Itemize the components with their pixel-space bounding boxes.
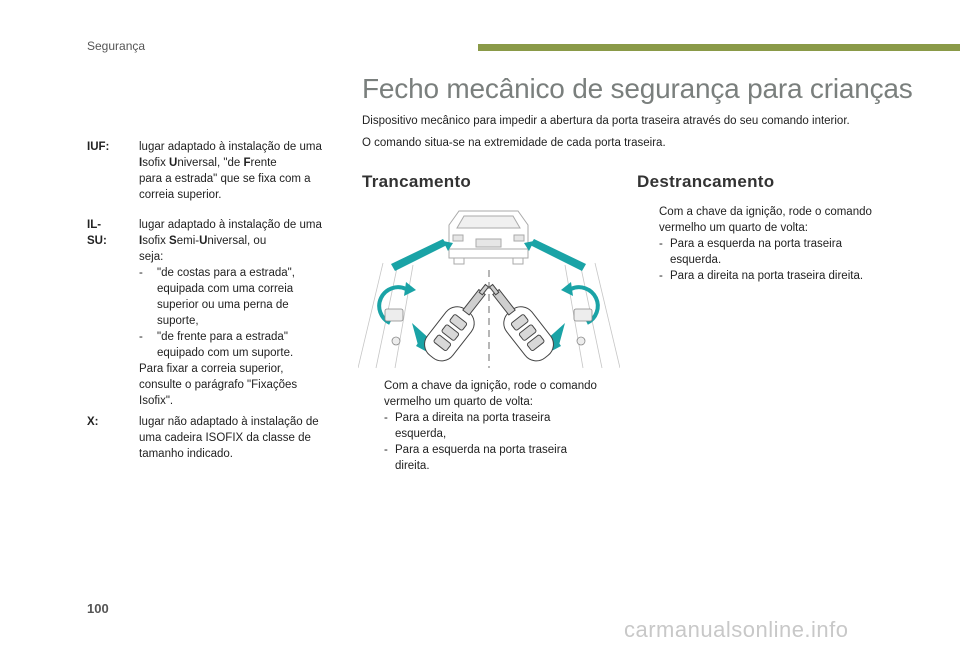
page-number: 100 bbox=[87, 601, 109, 616]
header-bar bbox=[478, 44, 960, 51]
dash-item: - "de costas para a estrada", equipada com uma correia superior ou uma perna de suporte, bbox=[139, 267, 295, 327]
intro-line: Dispositivo mecânico para impedir a abertura da porta traseira através do seu comando interior. bbox=[362, 115, 850, 127]
car-rear-icon bbox=[449, 211, 528, 264]
definition-line: lugar adaptado à instalação de uma bbox=[139, 219, 322, 231]
definition-line: lugar não adaptado à instalação de bbox=[139, 416, 319, 428]
dash-item: - "de frente para a estrada" equipado com um suporte. bbox=[139, 331, 294, 359]
page-title: Fecho mecânico de segurança para crianças bbox=[362, 73, 913, 104]
definition-line: Isofix Universal, "de Frente bbox=[139, 157, 277, 169]
intro-line: O comando situa-se na extremidade de cada porta traseira. bbox=[362, 137, 666, 149]
definition-line: seja: bbox=[139, 251, 164, 263]
definition-line: para a estrada" que se fixa com a bbox=[139, 173, 311, 185]
rotation-arrow-icon bbox=[379, 287, 598, 323]
heading-lock: Trancamento bbox=[362, 172, 472, 191]
unlock-step: Com a chave da ignição, rode o comando vermelho um quarto de volta: - Para a esquerda na porta traseira esquerda. - Para a direita na porta traseira direita. bbox=[637, 204, 907, 284]
definition-line: consulte o parágrafo "Fixações bbox=[139, 379, 298, 391]
dash-item: - Para a direita na porta traseira esquerda, bbox=[384, 412, 551, 440]
definition-term: IL-SU: bbox=[87, 219, 107, 247]
dash-item: - Para a direita na porta traseira direita. bbox=[659, 270, 864, 282]
definition-term: X: bbox=[87, 416, 99, 428]
definition-line: uma cadeira ISOFIX da classe de bbox=[139, 432, 311, 444]
lock-step: Com a chave da ignição, rode o comando vermelho um quarto de volta: - Para a direita na porta traseira esquerda, - Para a esquerda na porta traseira direita. bbox=[362, 378, 622, 474]
definition-term: IUF: bbox=[87, 141, 110, 153]
definition-line: Isofix". bbox=[139, 395, 174, 407]
definition-line: correia superior. bbox=[139, 189, 222, 201]
heading-unlock: Destrancamento bbox=[637, 172, 775, 191]
watermark: carmanualsonline.info bbox=[624, 617, 849, 642]
header-section: Segurança bbox=[87, 39, 146, 53]
dash-item: - Para a esquerda na porta traseira direita. bbox=[384, 444, 567, 472]
definition-line: tamanho indicado. bbox=[139, 448, 233, 460]
definition-line: Isofix Semi-Universal, ou bbox=[139, 235, 267, 247]
definition-line: Para fixar a correia superior, bbox=[139, 363, 284, 375]
dash-item: - Para a esquerda na porta traseira esquerda. bbox=[659, 238, 842, 266]
definition-line: lugar adaptado à instalação de uma bbox=[139, 141, 322, 153]
child-lock-illustration bbox=[358, 203, 620, 375]
